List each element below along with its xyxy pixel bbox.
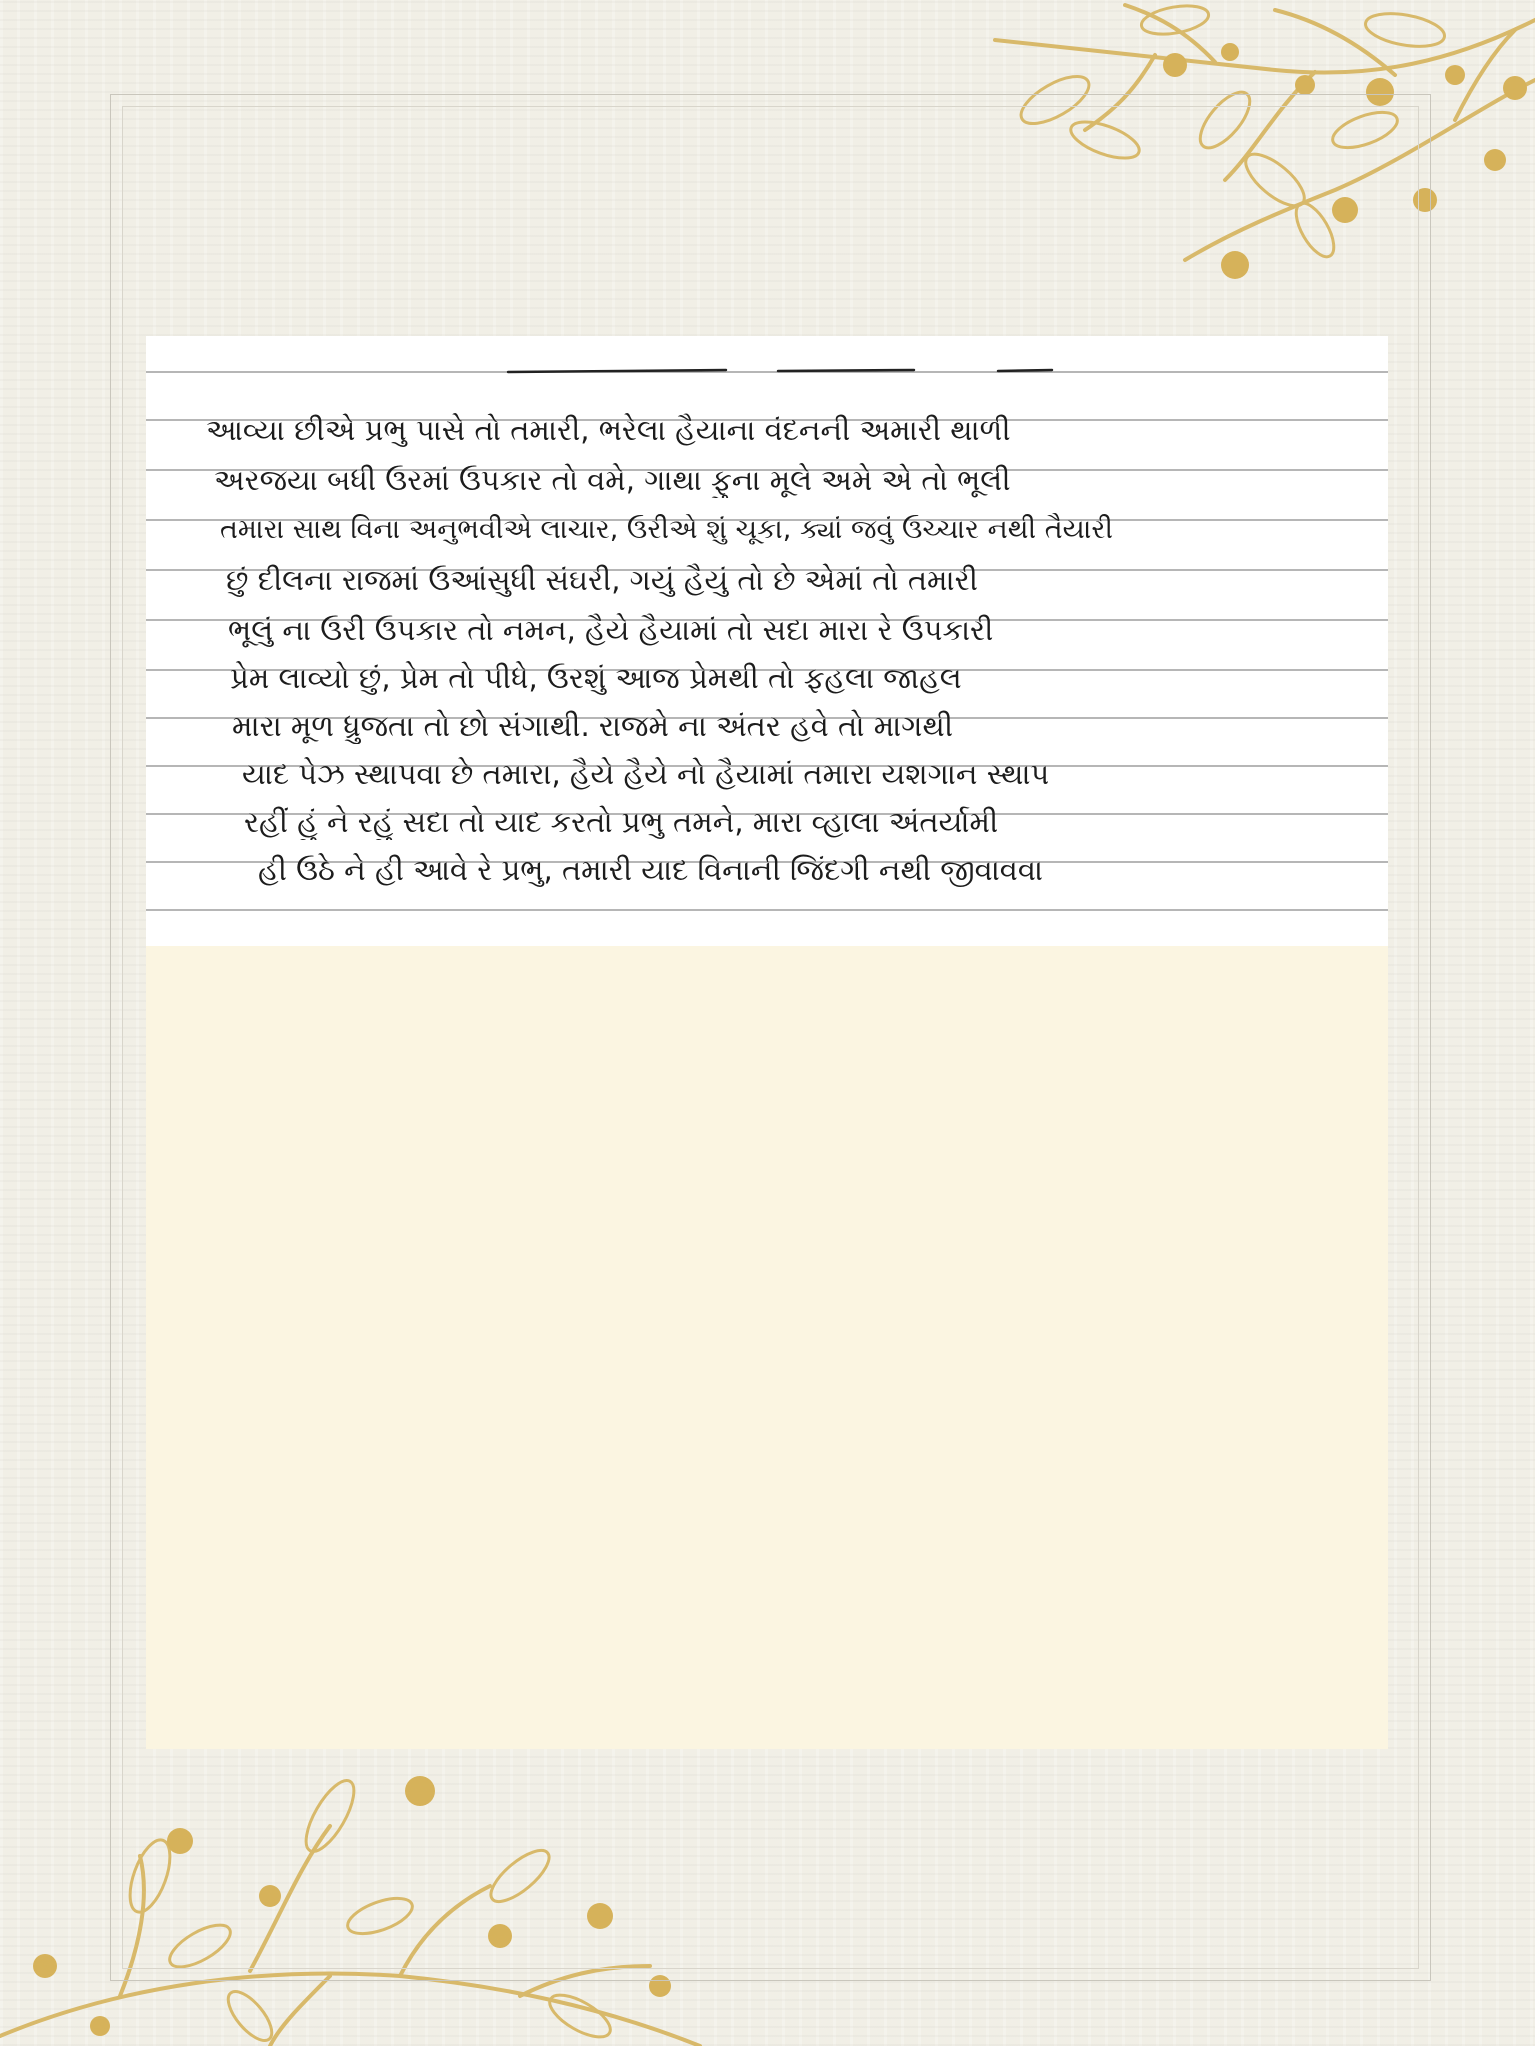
- note-line-6: પ્રેમ લાવ્યો છું, પ્રેમ તો પીધે, ઉરશું આજ પ્રેમથી તો ફહલા જાહલ: [230, 661, 962, 695]
- note-line-10: હી ઉઠે ને હી આવે રે પ્રભુ, તમારી યાદ વિનાની જિંદગી નથી જીવાવવા: [258, 853, 1044, 887]
- note-line-3: તમારા સાથ વિના અનુભવીએ લાચાર, ઉરીએ શું ચૂકા, ક્યાં જવું ઉચ્ચાર નથી તૈયારી: [220, 514, 1114, 545]
- note-line-1: આવ્યા છીએ પ્રભુ પાસે તો તમારી, ભરેલા હૈયાના વંદનની અમારી થાળી: [206, 413, 1011, 447]
- note-line-7: મારા મૂળ ધ્રુજતા તો છો સંગાથી. રાજમે ના અંતર હવે તો માગથી: [232, 709, 953, 743]
- handwritten-note-scan: [146, 336, 1388, 946]
- note-line-4: છું દીલના રાજમાં ઉઆંસુધી સંઘરી, ગયું હૈયું તો છે એમાં તો તમારી: [226, 563, 978, 597]
- note-line-2: અરજયા બધી ઉરમાં ઉપકાર તો વમે, ગાથા ફુના મૂલે અમે એ તો ભૂલી: [214, 463, 1011, 497]
- note-line-8: યાદ પેઝ સ્થાપવા છે તમારા, હૈયે હૈયે નો હૈયામાં તમારા યશગાન સ્થાપ: [242, 757, 1050, 791]
- note-line-5: ભૂલું ના ઉરી ઉપકાર તો નમન, હૈયે હૈયામાં તો સદા મારા રે ઉપકારી: [228, 613, 994, 647]
- note-line-9: રહીં હું ને રહું સદા તો યાદ કરતો પ્રભુ તમને, મારા વ્હાલા અંતર્યામી: [244, 805, 999, 839]
